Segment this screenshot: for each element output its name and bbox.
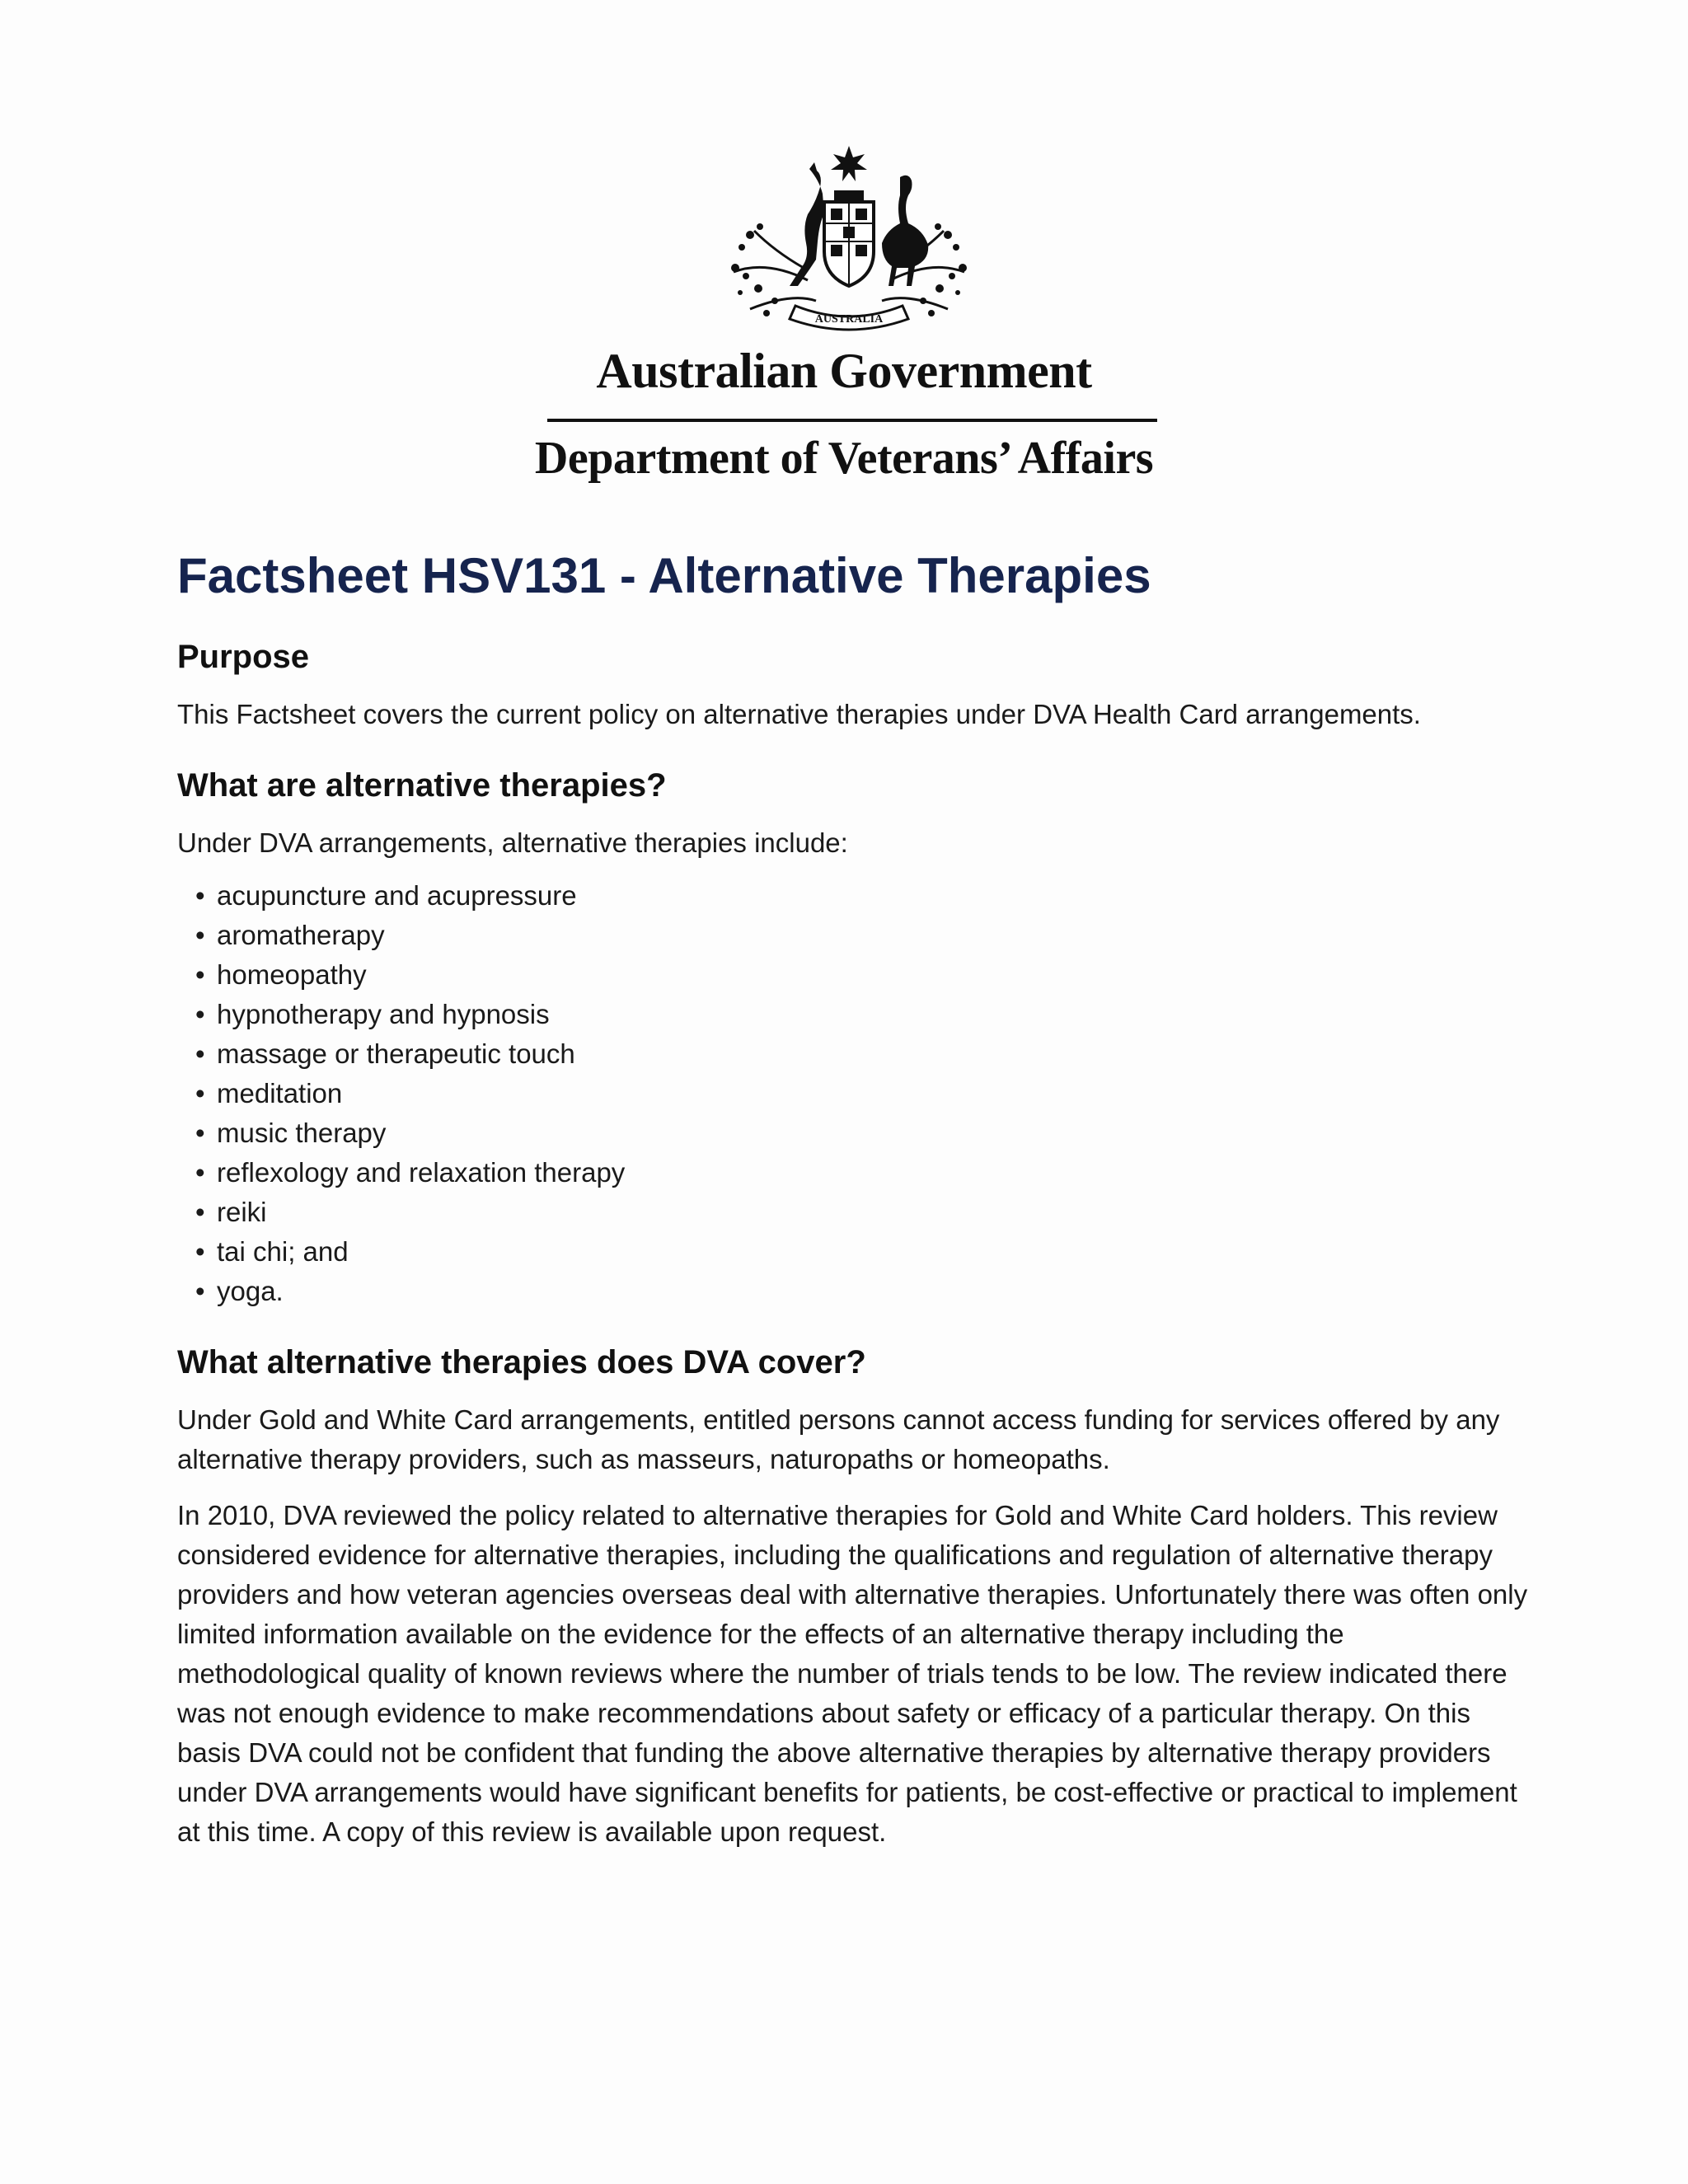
bullet-icon: • — [195, 1276, 205, 1306]
list-item-text: reiki — [217, 1197, 267, 1227]
paragraph: Under Gold and White Card arrangements, entitled persons cannot access funding for services offered by any alternative therapy providers, such as masseurs, naturopaths or homeopaths. — [177, 1404, 1500, 1474]
section-heading: Purpose — [177, 639, 310, 675]
paragraph: This Factsheet covers the current policy on alternative therapies under DVA Health Card arrangements. — [177, 699, 1421, 729]
list-item-text: acupuncture and acupressure — [217, 880, 577, 911]
list-item — [195, 1113, 1529, 1153]
list-item — [195, 1232, 1529, 1272]
section-heading: What alternative therapies does DVA cover? — [177, 1344, 866, 1380]
list-item-text: music therapy — [217, 1118, 387, 1148]
section-purpose — [177, 637, 1529, 734]
list-intro: Under DVA arrangements, alternative therapies include: — [177, 827, 848, 858]
list-item — [195, 1074, 1529, 1113]
section-heading: What are alternative therapies? — [177, 767, 667, 804]
therapy-list — [177, 876, 1529, 1311]
list-item — [195, 955, 1529, 995]
crest-scroll-text: AUSTRALIA — [814, 313, 884, 326]
paragraph: In 2010, DVA reviewed the policy related to alternative therapies for Gold and White Card holders. This review considered evidence for alternative therapies, including the qualifications and regulation of alternative therapy providers and how veteran agencies overseas deal with alternative therapies. Unfortunately there was often only limited information available on the evidence for the effects of an alternative therapy including the methodological quality of known reviews where the number of trials tends to be low. The review indicated there was not enough evidence to make recommendations about safety or efficacy of a particular therapy. On this basis DVA could not be confident that funding the above alternative therapies by alternative therapy providers under DVA arrangements would have significant benefits for patients, be cost-effective or practical to implement at this time. A copy of this review is available upon request. — [177, 1500, 1528, 1847]
list-item-text: massage or therapeutic touch — [217, 1038, 575, 1069]
department-name: Department of Veterans’ Affairs — [534, 433, 1154, 484]
bullet-icon: • — [195, 880, 205, 911]
government-name: Australian Government — [596, 344, 1092, 398]
section-coverage — [177, 1343, 1529, 1852]
list-item — [195, 1193, 1529, 1232]
list-item-text: tai chi; and — [217, 1236, 349, 1267]
bullet-icon: • — [195, 1118, 205, 1148]
list-item — [195, 876, 1529, 916]
page-title: Factsheet HSV131 - Alternative Therapies — [177, 548, 1151, 603]
bullet-icon: • — [195, 1236, 205, 1267]
list-item-text: meditation — [217, 1078, 343, 1108]
list-item-text: aromatherapy — [217, 920, 385, 950]
list-item — [195, 1034, 1529, 1074]
list-item-text: hypnotherapy and hypnosis — [217, 999, 550, 1029]
bullet-icon: • — [195, 1197, 205, 1227]
bullet-icon: • — [195, 1038, 205, 1069]
bullet-icon: • — [195, 1078, 205, 1108]
bullet-icon: • — [195, 999, 205, 1029]
bullet-icon: • — [195, 959, 205, 990]
document-body — [177, 547, 1529, 1883]
section-what-are — [177, 766, 1529, 1311]
list-item — [195, 916, 1529, 955]
bullet-icon: • — [195, 920, 205, 950]
bullet-icon: • — [195, 1157, 205, 1188]
list-item-text: reflexology and relaxation therapy — [217, 1157, 626, 1188]
list-item — [195, 995, 1529, 1034]
header-divider — [547, 419, 1157, 422]
list-item-text: yoga. — [217, 1276, 284, 1306]
list-item — [195, 1153, 1529, 1193]
list-item-text: homeopathy — [217, 959, 367, 990]
coat-of-arms-logo — [717, 144, 981, 342]
list-item — [195, 1272, 1529, 1311]
